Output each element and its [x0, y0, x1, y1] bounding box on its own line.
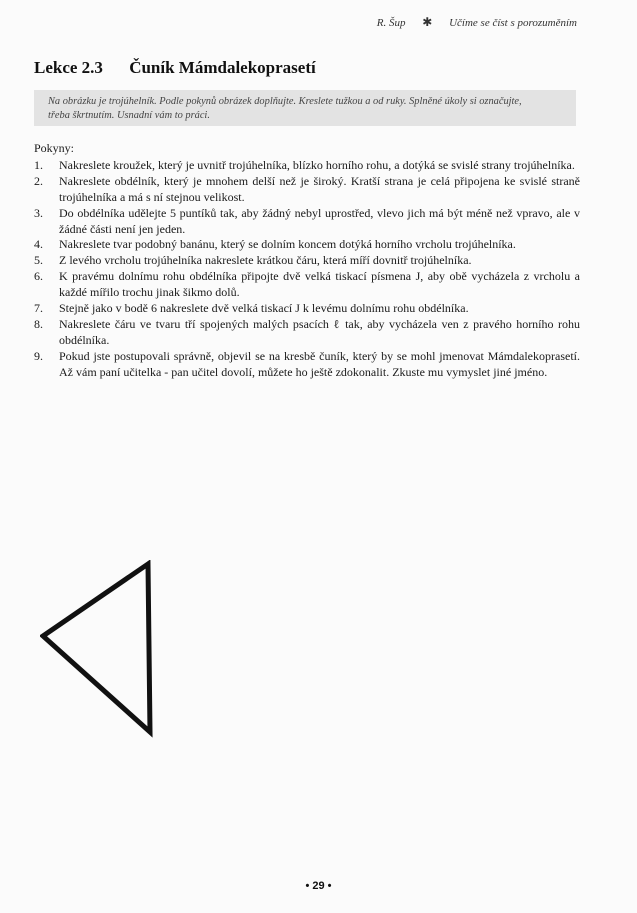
task-text: Nakreslete tvar podobný banánu, který se dolním koncem dotýká horního vrcholu trojúhelníka.: [59, 237, 516, 252]
task-item: [34, 301, 580, 317]
triangle-figure: [40, 560, 160, 740]
task-text: Stejně jako v bodě 6 nakreslete dvě velká tiskací J k levému dolnímu rohu obdélníka.: [59, 301, 469, 316]
triangle-outline: [43, 564, 150, 732]
task-text: K pravému dolnímu rohu obdélníka připojte dvě velká tiskací písmena J, aby obě vycházela z vrcholu a každé mířilo trochu jinak šikmo dolů.: [59, 269, 580, 300]
task-number: 3.: [34, 205, 43, 220]
task-item: [34, 206, 580, 238]
task-item: [34, 269, 580, 301]
task-text: Pokud jste postupovali správně, objevil se na kresbě čuník, který by se mohl jmenovat Mámdalekoprasetí. Až vám paní učitelka - pan učitel dovolí, můžete ho ještě zdokonalit. Zkuste mu vymyslet jiné jméno.: [59, 348, 580, 379]
task-text: Nakreslete čáru ve tvaru tří spojených malých psacích ℓ tak, aby vycházela ven z pravého horního rohu obdélníka.: [59, 316, 580, 347]
tasks-heading: Pokyny:: [34, 141, 75, 155]
task-item: [34, 174, 580, 206]
lesson-title: [34, 58, 316, 78]
task-number: 2.: [34, 173, 43, 188]
task-list: [34, 141, 580, 381]
lesson-label: Lekce 2.3: [34, 58, 103, 77]
header-series: Učíme se číst s porozuměním: [449, 17, 577, 29]
star-icon: ✱: [422, 15, 433, 29]
task-number: 7.: [34, 301, 43, 316]
task-item: [34, 253, 580, 269]
task-text: Z levého vrcholu trojúhelníka nakreslete krátkou čáru, která míří dovnitř trojúhelníka.: [59, 253, 472, 268]
lesson-name: Čuník Mámdalekoprasetí: [129, 58, 316, 77]
instruction-box: [34, 90, 576, 126]
running-header: [377, 15, 577, 30]
task-item: [34, 158, 580, 174]
task-item: [34, 349, 580, 381]
instruction-line-1: Na obrázku je trojúhelník. Podle pokynů obrázek doplňujte. Kreslete tužkou a od ruky. Splněné úkoly si označujte,: [48, 96, 522, 107]
task-number: 4.: [34, 237, 43, 252]
page-number: • 29 •: [305, 880, 332, 892]
task-number: 5.: [34, 253, 43, 268]
task-text: Do obdélníka udělejte 5 puntíků tak, aby žádný nebyl uprostřed, vlevo jich má být méně než vpravo, ale v žádné části není jen jeden.: [59, 205, 580, 236]
task-item: [34, 317, 580, 349]
task-number: 8.: [34, 316, 43, 331]
task-item: [34, 237, 580, 253]
header-author: R. Šup: [376, 17, 406, 29]
task-number: 1.: [34, 157, 43, 172]
task-number: 9.: [34, 348, 43, 363]
task-text: Nakreslete kroužek, který je uvnitř trojúhelníka, blízko horního rohu, a dotýká se svislé strany trojúhelníka.: [59, 157, 575, 172]
instruction-line-2: třeba škrtnutím. Usnadní vám to práci.: [48, 110, 210, 121]
task-number: 6.: [34, 269, 43, 284]
task-text: Nakreslete obdélník, který je mnohem delší než je široký. Kratší strana je celá připojena ke svislé straně trojúhelníka a má s ní stejnou velikost.: [59, 173, 580, 204]
